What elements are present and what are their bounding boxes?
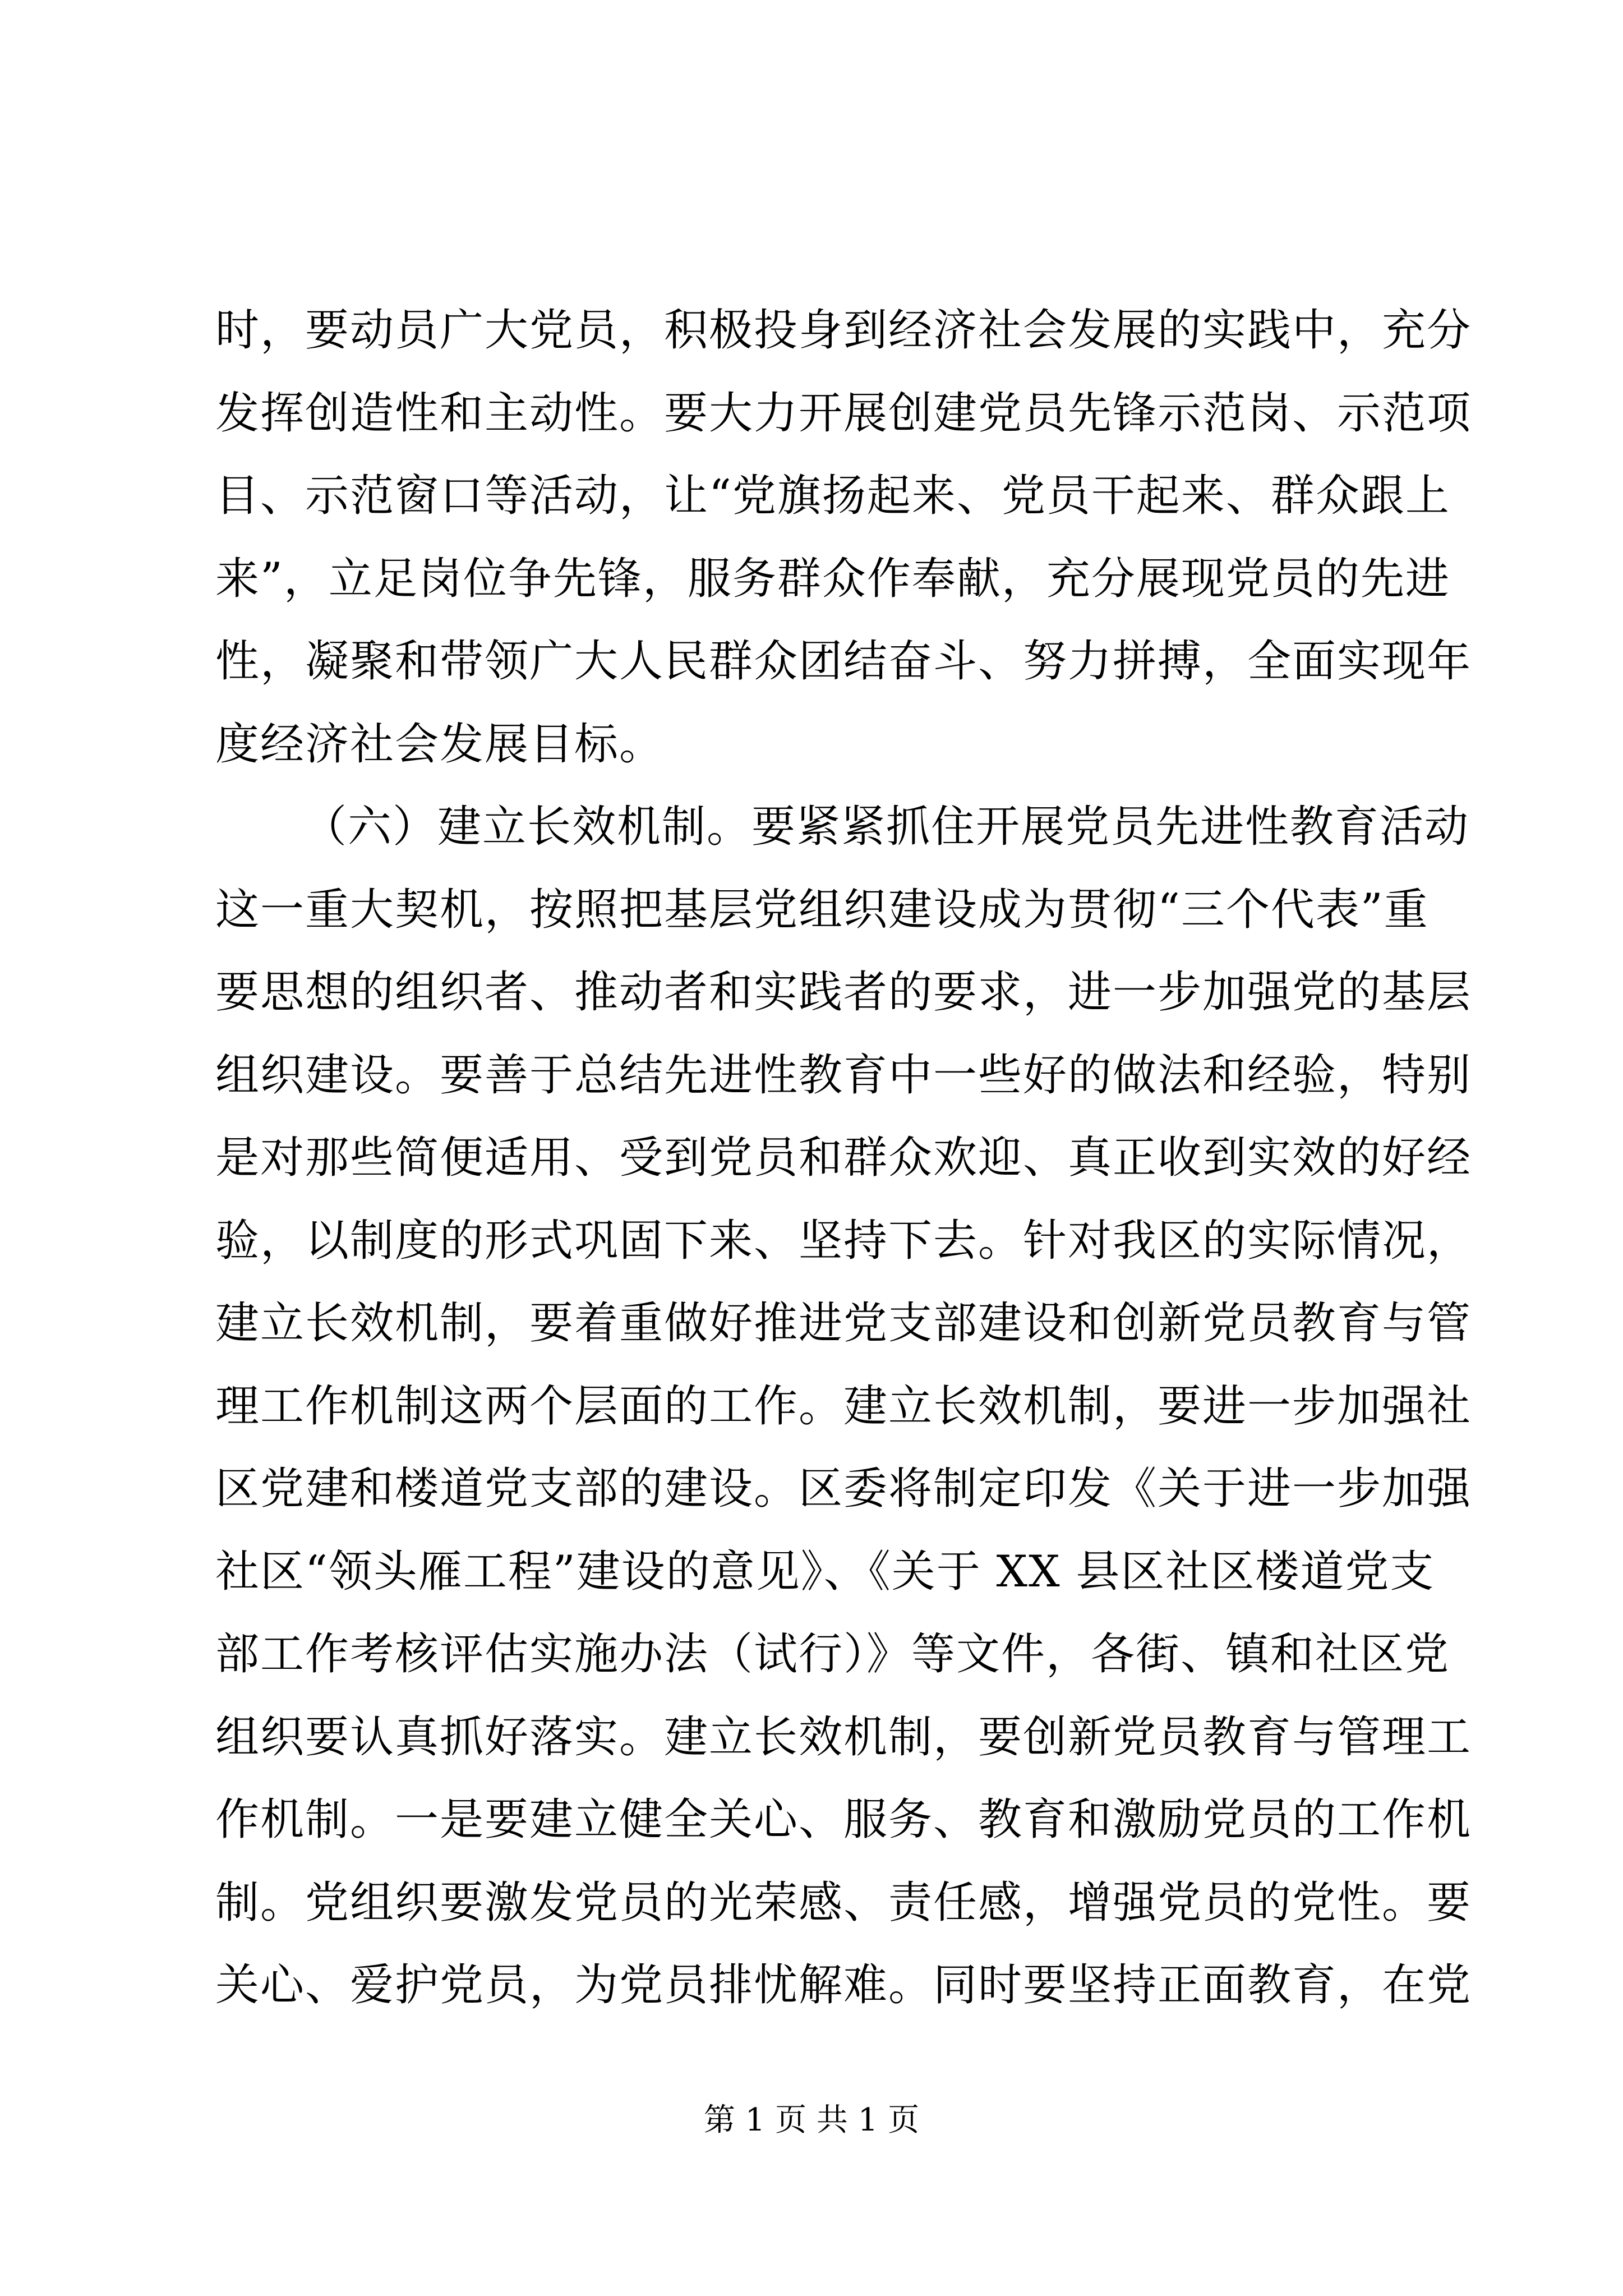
text-line: 这一重大契机，按照把基层党组织建设成为贯彻“三个代表”重 xyxy=(215,884,1429,935)
text-line: （六）建立长效机制。要紧紧抓住开展党员先进性教育活动 xyxy=(303,802,1470,852)
text-line: 是对那些简便适用、受到党员和群众欢迎、真正收到实效的好经 xyxy=(215,1133,1472,1183)
text-line: 目、示范窗口等活动，让“党旗扬起来、党员干起来、群众跟上 xyxy=(215,471,1450,521)
text-line: 要思想的组织者、推动者和实践者的要求，进一步加强党的基层 xyxy=(215,967,1472,1018)
text-line: 作机制。一是要建立健全关心、服务、教育和激励党员的工作机 xyxy=(215,1795,1472,1845)
text-line: 建立长效机制，要着重做好推进党支部建设和创新党员教育与管 xyxy=(215,1298,1472,1349)
text-line: 制。党组织要激发党员的光荣感、责任感，增强党员的党性。要 xyxy=(215,1877,1472,1928)
text-line: 社区“领头雁工程”建设的意见》、《关于 XX 县区社区楼道党支 xyxy=(215,1546,1435,1597)
text-line: 理工作机制这两个层面的工作。建立长效机制，要进一步加强社 xyxy=(215,1381,1472,1432)
document-body xyxy=(215,289,1472,2027)
text-line: 来”，立足岗位争先锋，服务群众作奉献，充分展现党员的先进 xyxy=(215,553,1450,604)
text-line: 发挥创造性和主动性。要大力开展创建党员先锋示范岗、示范项 xyxy=(215,388,1472,439)
text-line: 验，以制度的形式巩固下来、坚持下去。针对我区的实际情况， xyxy=(215,1215,1472,1266)
text-line: 组织建设。要善于总结先进性教育中一些好的做法和经验，特别 xyxy=(215,1050,1472,1101)
text-line: 时，要动员广大党员，积极投身到经济社会发展的实践中，充分 xyxy=(215,305,1472,356)
text-line: 度经济社会发展目标。 xyxy=(215,719,665,770)
text-line: 关心、爱护党员，为党员排忧解难。同时要坚持正面教育，在党 xyxy=(215,1960,1472,2010)
page-footer: 第 1 页 共 1 页 xyxy=(703,2102,920,2138)
text-line: 部工作考核评估实施办法（试行）》等文件，各街、镇和社区党 xyxy=(215,1629,1450,1680)
text-line: 区党建和楼道党支部的建设。区委将制定印发《关于进一步加强 xyxy=(215,1464,1472,1514)
text-line: 性，凝聚和带领广大人民群众团结奋斗、努力拼搏，全面实现年 xyxy=(215,636,1472,687)
text-line: 组织要认真抓好落实。建立长效机制，要创新党员教育与管理工 xyxy=(215,1711,1472,1763)
